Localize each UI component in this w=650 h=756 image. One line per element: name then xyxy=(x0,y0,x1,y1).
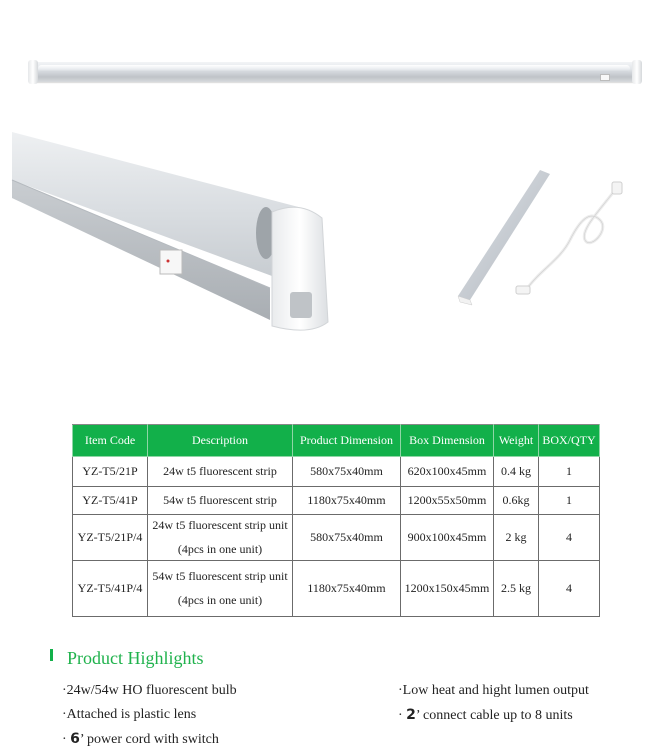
cell-item-code: YZ-T5/21P/4 xyxy=(73,515,148,561)
header-item-code: Item Code xyxy=(73,425,148,457)
plug-icon xyxy=(612,182,622,194)
cell-product-dimension: 1180x75x40mm xyxy=(293,561,401,617)
switch-icon xyxy=(160,250,182,274)
highlight-number: 6 xyxy=(70,731,80,747)
product-image-closeup xyxy=(10,120,350,350)
fluorescent-tube xyxy=(38,65,630,72)
cell-box-dimension: 1200x55x50mm xyxy=(401,487,494,515)
table-header-row xyxy=(73,425,600,457)
cell-item-code: YZ-T5/41P xyxy=(73,487,148,515)
header-box-qty: BOX/QTY xyxy=(539,425,600,457)
description-line-2: (4pcs in one unit) xyxy=(177,542,263,556)
highlight-item xyxy=(398,683,589,699)
cell-box-dimension: 620x100x45mm xyxy=(401,457,494,487)
connector-icon xyxy=(516,286,530,294)
cell-box-qty: 1 xyxy=(539,487,600,515)
bullet: · xyxy=(398,683,403,698)
cell-item-code: YZ-T5/21P xyxy=(73,457,148,487)
product-image-full-length xyxy=(30,60,640,84)
cell-product-dimension: 580x75x40mm xyxy=(293,457,401,487)
highlight-item xyxy=(62,731,219,748)
cell-description: 24w t5 fluorescent strip xyxy=(148,457,293,487)
highlight-text: Attached is plastic lens xyxy=(66,707,197,722)
cell-weight: 2.5 kg xyxy=(494,561,539,617)
table-row xyxy=(73,515,600,561)
cell-box-qty: 1 xyxy=(539,457,600,487)
cell-item-code: YZ-T5/41P/4 xyxy=(73,561,148,617)
end-cap-right xyxy=(632,60,642,84)
section-accent-bar xyxy=(50,649,53,661)
bullet: · xyxy=(398,708,407,723)
cell-description: 54w t5 fluorescent strip xyxy=(148,487,293,515)
cell-box-dimension: 900x100x45mm xyxy=(401,515,494,561)
highlight-item xyxy=(62,683,237,699)
header-box-dimension: Box Dimension xyxy=(401,425,494,457)
highlight-text: 24w/54w HO fluorescent bulb xyxy=(66,683,237,698)
table-row xyxy=(73,487,600,515)
cell-product-dimension: 580x75x40mm xyxy=(293,515,401,561)
highlight-item xyxy=(398,707,573,724)
description-line-1: 54w t5 fluorescent strip unit xyxy=(152,569,288,583)
description-line-2: (4pcs in one unit) xyxy=(177,593,263,607)
section-title: Product Highlights xyxy=(67,648,204,668)
bullet: · xyxy=(62,732,71,747)
end-cap-left xyxy=(28,60,38,84)
cell-box-qty: 4 xyxy=(539,515,600,561)
cell-box-qty: 4 xyxy=(539,561,600,617)
table-row xyxy=(73,561,600,617)
cell-product-dimension: 1180x75x40mm xyxy=(293,487,401,515)
highlight-text: ’ power cord with switch xyxy=(79,732,219,747)
spec-table xyxy=(72,424,600,617)
cell-weight: 2 kg xyxy=(494,515,539,561)
table-row xyxy=(73,457,600,487)
highlight-item xyxy=(62,707,196,723)
bullet: · xyxy=(62,683,67,698)
header-description: Description xyxy=(148,425,293,457)
cell-description xyxy=(148,515,293,561)
cell-box-dimension: 1200x150x45mm xyxy=(401,561,494,617)
header-product-dimension: Product Dimension xyxy=(293,425,401,457)
highlight-number: 2 xyxy=(406,707,416,723)
header-weight: Weight xyxy=(494,425,539,457)
highlight-text: Low heat and hight lumen output xyxy=(402,683,589,698)
rocker-switch-icon xyxy=(600,74,610,81)
description-line-1: 24w t5 fluorescent strip unit xyxy=(152,518,288,532)
cell-description xyxy=(148,561,293,617)
socket-icon xyxy=(290,292,312,318)
bullet: · xyxy=(62,707,67,722)
cell-weight: 0.4 kg xyxy=(494,457,539,487)
highlight-text: ’ connect cable up to 8 units xyxy=(415,708,573,723)
cell-weight: 0.6kg xyxy=(494,487,539,515)
product-image-with-cord xyxy=(440,150,640,310)
